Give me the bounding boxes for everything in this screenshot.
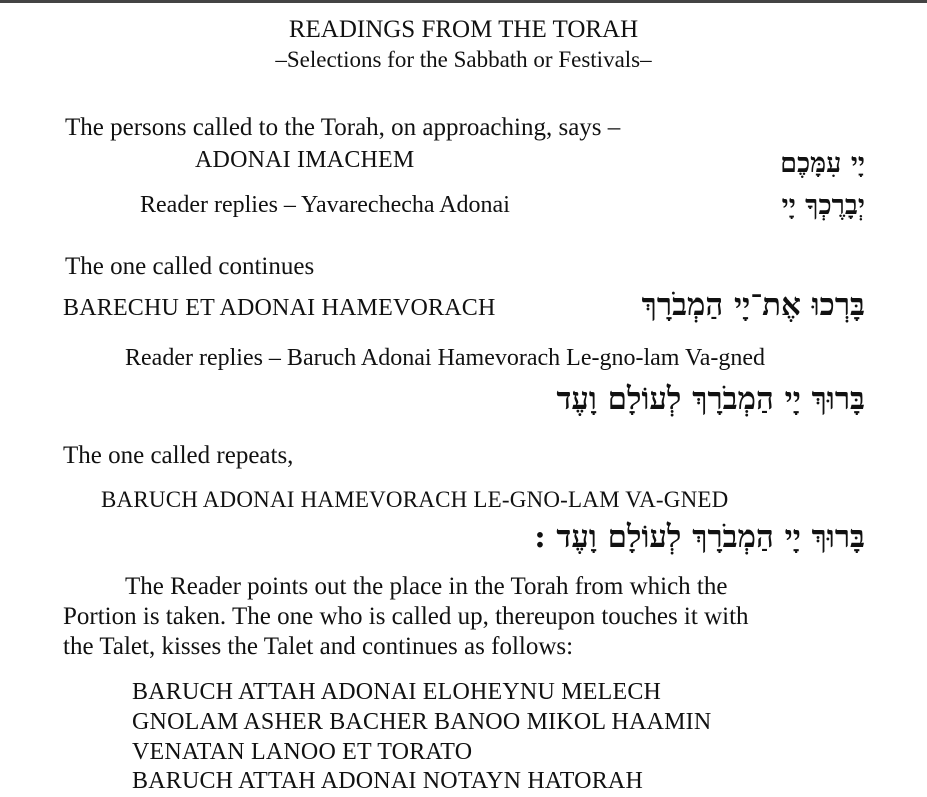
approach-instruction: The persons called to the Torah, on approaching, says – (65, 114, 621, 141)
blessing-line-4: BARUCH ATTAH ADONAI NOTAYN HATORAH (132, 768, 643, 794)
page-subtitle: –Selections for the Sabbath or Festivals– (275, 47, 652, 72)
top-border (0, 0, 927, 3)
adonai-imachem-hebrew: יָי עִמָּכֶם (780, 148, 865, 179)
instruction-line-1: The Reader points out the place in the Torah from which the (125, 573, 728, 600)
yavarechecha-hebrew: יְבָרֶכְךָ יָי (781, 190, 865, 221)
repeats-instruction: The one called repeats, (63, 442, 294, 469)
continues-instruction: The one called continues (65, 253, 315, 280)
barechu-transliteration: BARECHU ET ADONAI HAMEVORACH (63, 295, 496, 321)
instruction-line-3: the Talet, kisses the Talet and continues as follows: (63, 633, 574, 660)
page-title: READINGS FROM THE TORAH (288, 16, 639, 43)
blessing-line-3: VENATAN LANOO ET TORATO (132, 739, 473, 765)
adonai-imachem-transliteration: ADONAI IMACHEM (195, 147, 415, 173)
baruch-hebrew: בָּרוּךְ יָי הַמְבֹרָךְ לְעוֹלָם וָעֶד (556, 381, 865, 417)
reader-reply-yavarechecha: Reader replies – Yavarechecha Adonai (140, 192, 510, 218)
barechu-hebrew: בָּרְכוּ אֶת־יָי הַמְבֹרָךְ (641, 287, 865, 323)
instruction-line-2: Portion is taken. The one who is called up, thereupon touches it with (63, 603, 749, 630)
blessing-line-2: GNOLAM ASHER BACHER BANOO MIKOL HAAMIN (132, 709, 712, 735)
baruch-transliteration-caps: BARUCH ADONAI HAMEVORACH LE-GNO-LAM VA-GNED (101, 487, 729, 512)
blessing-line-1: BARUCH ATTAH ADONAI ELOHEYNU MELECH (132, 679, 662, 705)
baruch-hebrew-repeat: בָּרוּךְ יָי הַמְבֹרָךְ לְעוֹלָם וָעֶד : (534, 519, 865, 555)
reader-reply-baruch: Reader replies – Baruch Adonai Hamevorach Le-gno-lam Va-gned (125, 345, 765, 371)
